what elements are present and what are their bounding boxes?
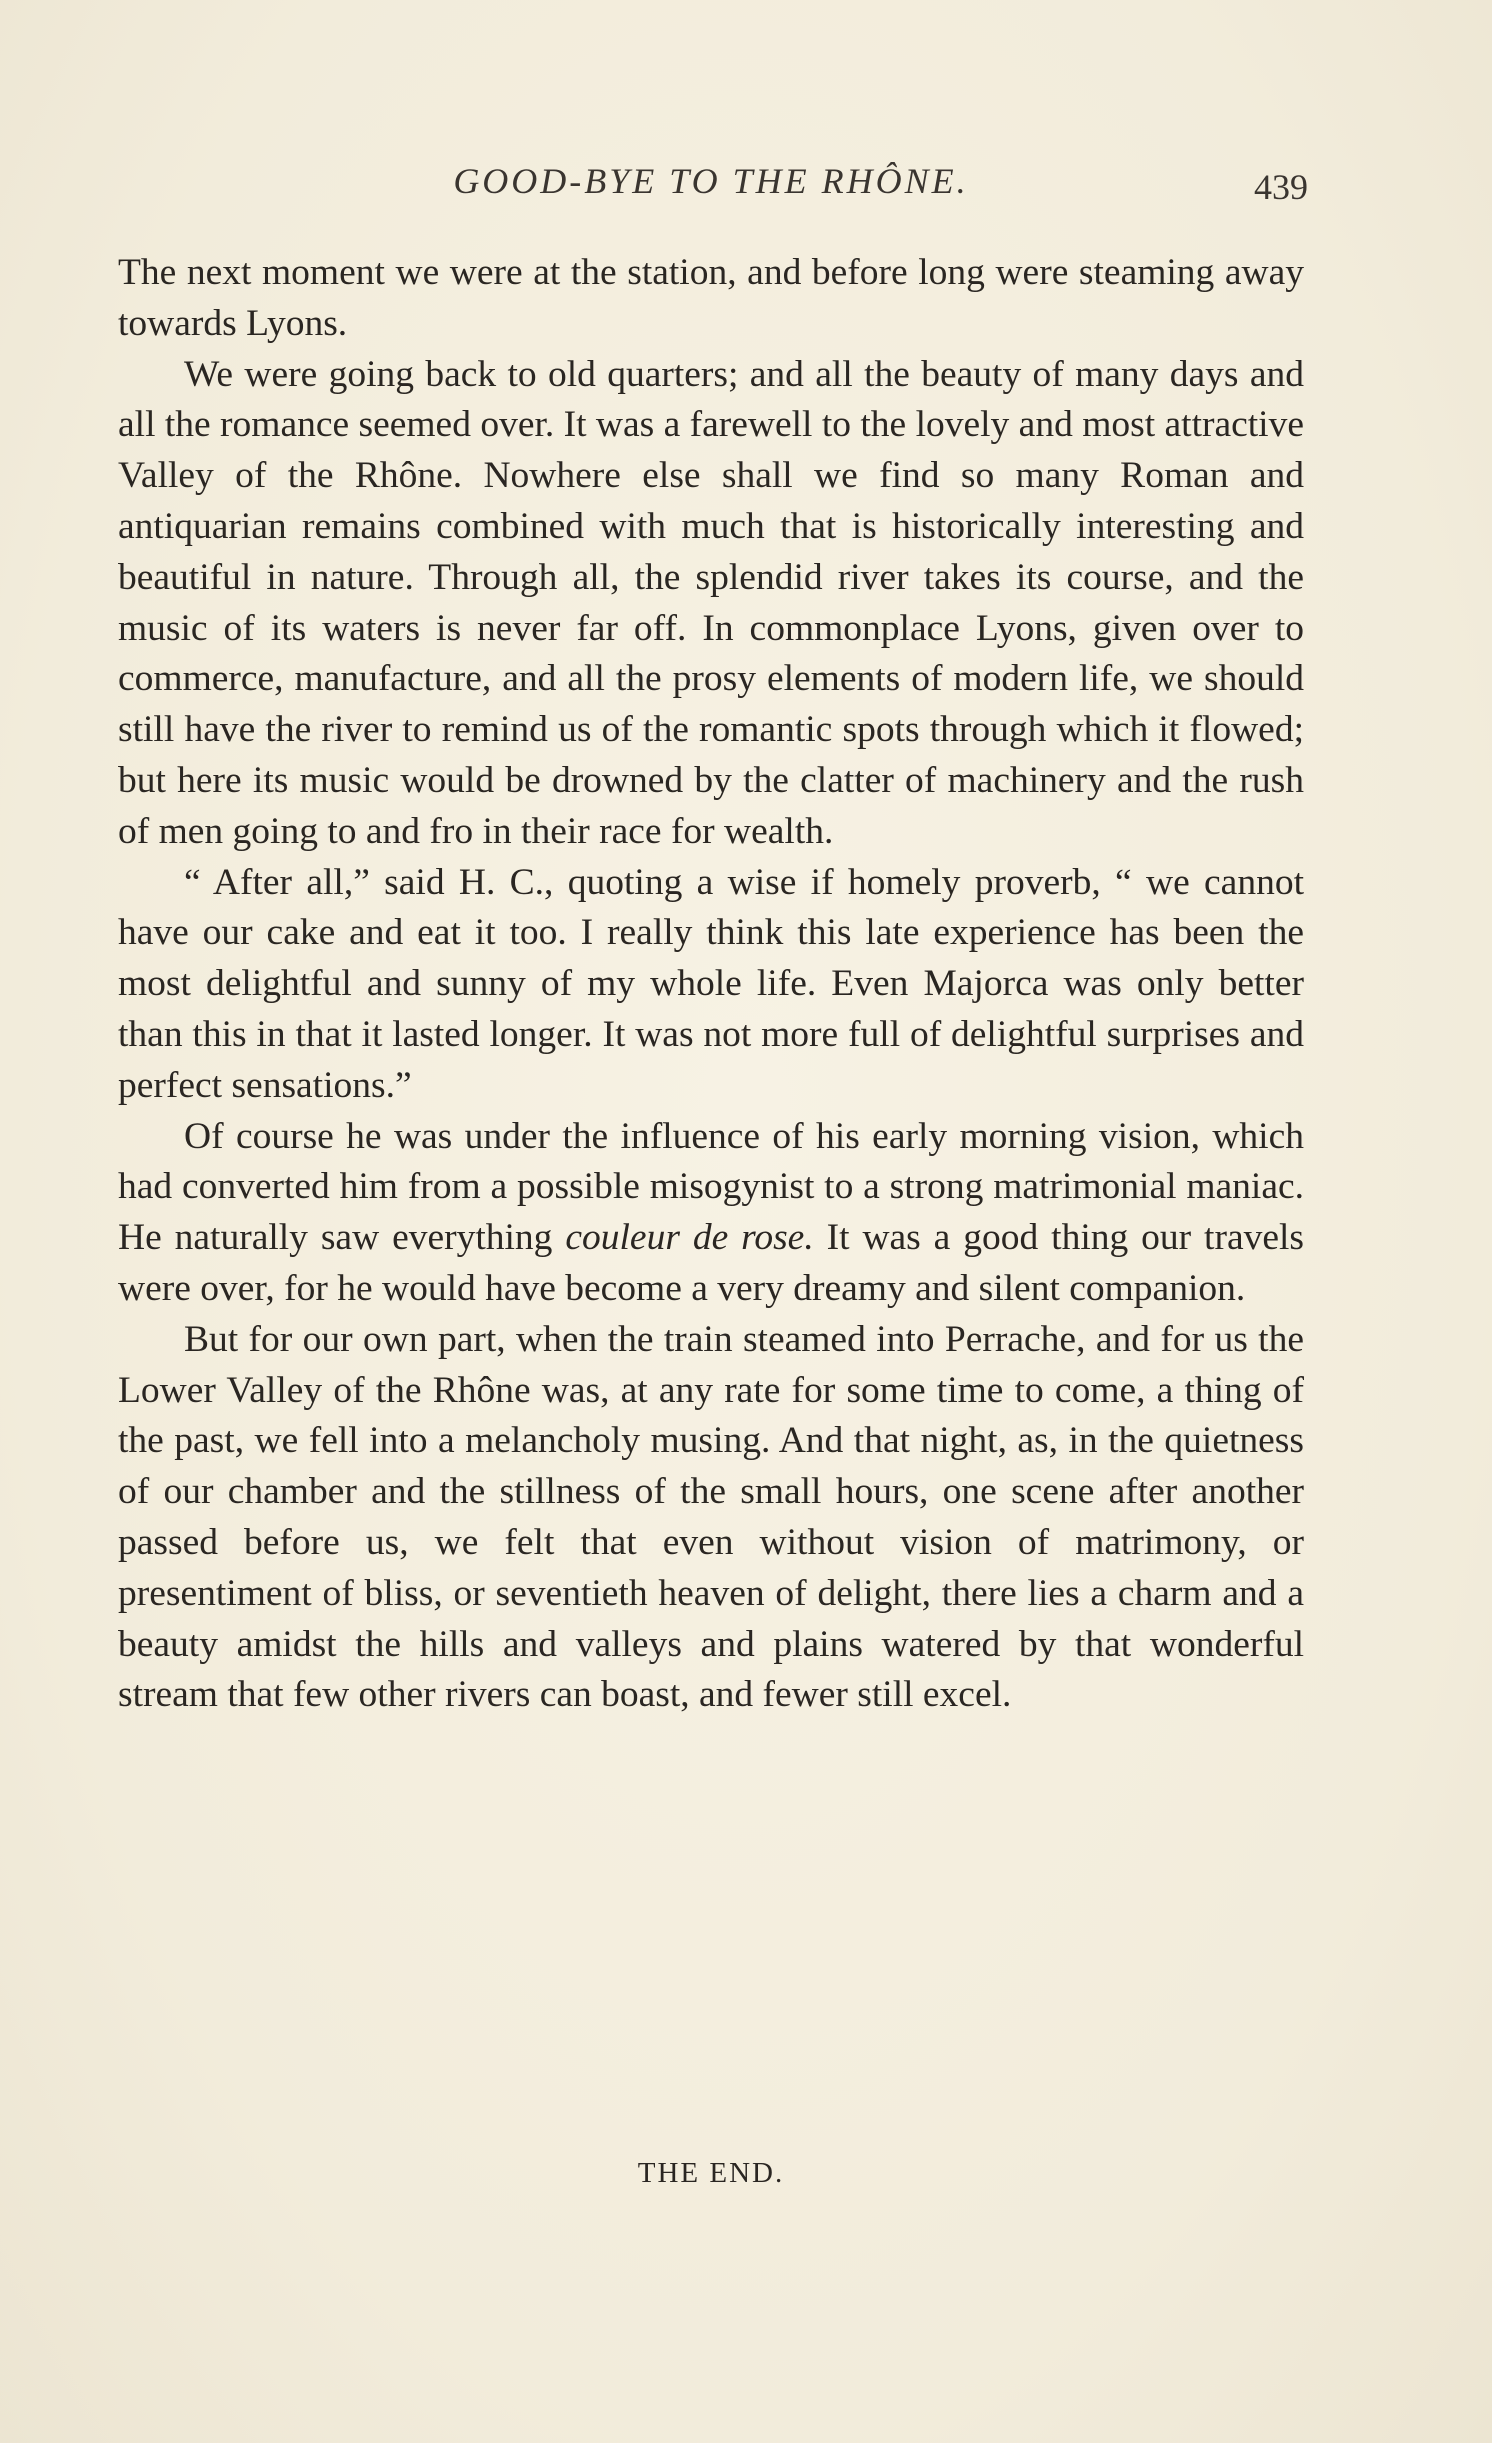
paragraph-2: We were going back to old quarters; and all the beauty of many days and all the romance seemed over. It was a farewell to the lovely and most attractive Valley of the Rhône. Nowhere else shall we find so many Roman and antiquarian remains combined with much that is historically interesting and beautiful in nature. Through all, the splendid river takes its course, and the music of its waters is never far off. In commonplace Lyons, given over to commerce, manufacture, and all the prosy elements of modern life, we should still have the river to remind us of the romantic spots through which it flowed; but here its music would be drowned by the clatter of machinery and the rush of men going to and fro in their race for wealth. [118,353,1304,852]
paragraph-4-text-before: Of course he was under the influence of his early morning vision, which had converted him from a possible misogynist to a strong matrimonial maniac. He naturally saw everything [118,1115,1304,1259]
running-head [118,160,1308,210]
paragraph-1: The next moment we were at the station, and before long were steaming away towards Lyons. [118,252,1304,344]
paragraph-5: But for our own part, when the train steamed into Perrache, and for us the Lower Valley of the Rhône was, at any rate for some time to come, a thing of the past, we fell into a melancholy musing. And that night, as, in the quietness of our chamber and the stillness of the small hours, one scene after another passed before us, we felt that even without vision of matrimony, or presentiment of bliss, or seventieth heaven of delight, there lies a charm and a beauty amidst the hills and valleys and plains watered by that wonderful stream that few other rivers can boast, and fewer still excel. [118,1318,1304,1716]
paragraph-4-italic-phrase: couleur de rose. [565,1217,814,1259]
body-text [118,248,1304,1721]
running-title: GOOD-BYE TO THE RHÔNE. [453,161,969,201]
page-number: 439 [1254,167,1308,207]
paragraph-4-text-after: It was a good thing our travels were over, for he would have become a very dreamy and silent companion. [118,1217,1305,1309]
paragraph-3: “ After all,” said H. C., quoting a wise if homely proverb, “ we cannot have our cake and eat it too. I really think this late experience has been the most delightful and sunny of my whole life. Even Majorca was only better than this in that it lasted longer. It was not more full of delightful surprises and perfect sensations.” [118,861,1304,1106]
the-end: THE END. [637,2157,785,2189]
paragraph-4 [118,1112,1304,1315]
